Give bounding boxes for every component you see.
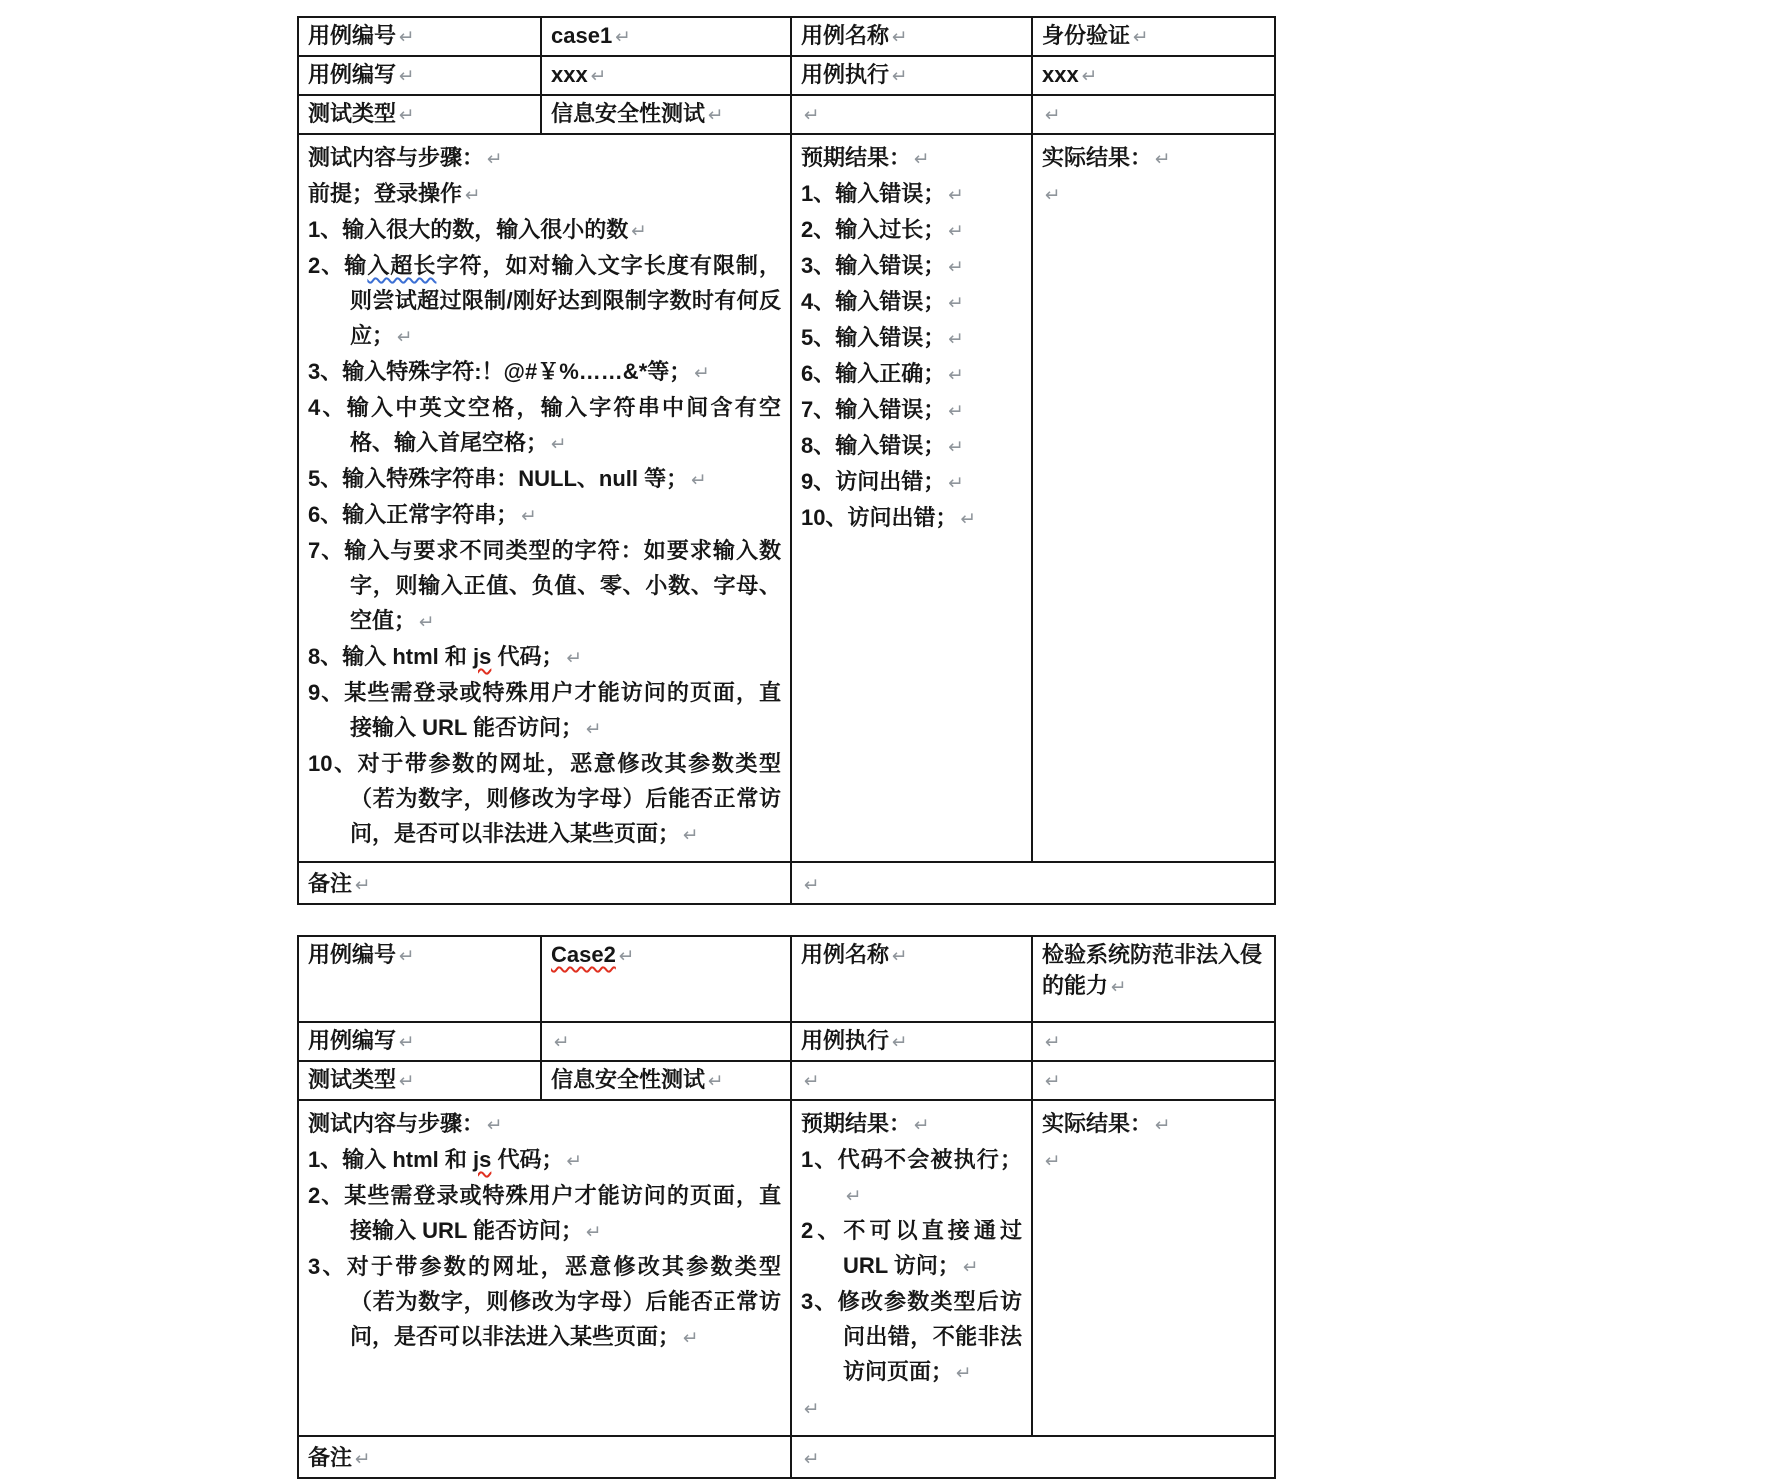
text-segment: 字符，如对输入文字长度有限制，则尝试超过限制/刚好达到限制字数时有何反应； xyxy=(350,253,781,348)
table-row xyxy=(298,1100,1275,1436)
writer-value: xxx xyxy=(551,62,588,87)
writer-label-cell xyxy=(298,1022,541,1061)
case-no-label: 用例编号 xyxy=(308,942,397,967)
paragraph-mark xyxy=(1152,1111,1171,1136)
text-segment: 9、访问出错； xyxy=(801,469,946,494)
paragraph xyxy=(308,248,781,354)
text-segment: 4、输入中英文空格，输入字符串中间含有空格、输入首尾空格； xyxy=(308,395,781,455)
writer-label: 用例编写 xyxy=(308,1028,397,1053)
table-row xyxy=(298,862,1275,904)
paragraph-mark xyxy=(705,1067,724,1092)
paragraph xyxy=(1042,176,1265,212)
test-type-label: 测试类型 xyxy=(308,101,397,126)
paragraph-mark xyxy=(583,1218,602,1243)
actual-results-cell xyxy=(1032,1100,1275,1436)
executor-value-cell xyxy=(1032,1022,1275,1061)
text-segment: 预期结果： xyxy=(801,145,912,170)
executor-label: 用例执行 xyxy=(801,62,890,87)
paragraph xyxy=(308,533,781,639)
test-type-value: 信息安全性测试 xyxy=(551,101,706,126)
paragraph-mark xyxy=(960,1253,979,1278)
case-name-value-cell xyxy=(1032,936,1275,1022)
text-segment: 代码； xyxy=(491,1147,564,1172)
paragraph-mark xyxy=(484,1111,503,1136)
paragraph xyxy=(308,140,781,176)
case-no-value: case1 xyxy=(551,23,613,48)
note-label: 备注 xyxy=(308,871,353,896)
writer-label-cell xyxy=(298,56,541,95)
paragraph xyxy=(801,428,1022,464)
paragraph-mark xyxy=(396,942,415,967)
text-segment: 3、输入错误； xyxy=(801,253,946,278)
document-body xyxy=(297,16,1274,1479)
paragraph xyxy=(801,284,1022,320)
paragraph xyxy=(801,356,1022,392)
text-segment: 10、访问出错； xyxy=(801,505,958,530)
text-segment: 1、代码不会被执行； xyxy=(801,1147,1022,1172)
paragraph-mark xyxy=(1108,973,1127,998)
paragraph-mark xyxy=(945,181,964,206)
test-type-value-cell xyxy=(541,95,791,134)
steps-cell xyxy=(298,134,791,862)
paragraph xyxy=(1042,140,1265,176)
paragraph xyxy=(308,212,781,248)
paragraph-mark xyxy=(945,433,964,458)
case-name-label: 用例名称 xyxy=(801,23,890,48)
empty-cell xyxy=(1032,1061,1275,1100)
paragraph xyxy=(308,1178,781,1249)
paragraph xyxy=(801,1390,1022,1426)
paragraph xyxy=(801,1106,1022,1142)
table-row xyxy=(298,17,1275,56)
paragraph-mark xyxy=(680,1324,699,1349)
text-segment: js xyxy=(473,1147,492,1172)
paragraph-mark xyxy=(688,466,707,491)
paragraph-mark xyxy=(1042,1067,1061,1092)
paragraph-mark xyxy=(843,1182,862,1207)
paragraph xyxy=(308,497,781,533)
executor-value-cell xyxy=(1032,56,1275,95)
paragraph-mark xyxy=(953,1359,972,1384)
paragraph-mark xyxy=(911,145,930,170)
text-segment: 4、输入错误； xyxy=(801,289,946,314)
text-segment: 3、对于带参数的网址，恶意修改其参数类型（若为数字，则修改为字母）后能否正常访问，是否可以非法进入某些页面； xyxy=(308,1254,781,1349)
paragraph-mark xyxy=(588,62,607,87)
paragraph-mark xyxy=(564,644,583,669)
paragraph-mark xyxy=(705,101,724,126)
paragraph-mark xyxy=(889,23,908,48)
writer-value-cell xyxy=(541,1022,791,1061)
case-name-label: 用例名称 xyxy=(801,942,890,967)
paragraph xyxy=(801,464,1022,500)
paragraph xyxy=(801,1213,1022,1284)
case-no-value-cell xyxy=(541,936,791,1022)
table-row xyxy=(298,1022,1275,1061)
steps-cell xyxy=(298,1100,791,1436)
paragraph-mark xyxy=(1042,1028,1061,1053)
case-name-value: 身份验证 xyxy=(1042,23,1131,48)
case-no-label-cell xyxy=(298,936,541,1022)
paragraph-mark xyxy=(628,217,647,242)
paragraph-mark xyxy=(945,469,964,494)
table-row xyxy=(298,936,1275,1022)
paragraph xyxy=(308,354,781,390)
case-no-value-cell xyxy=(541,17,791,56)
paragraph xyxy=(801,176,1022,212)
text-segment: 9、某些需登录或特殊用户才能访问的页面，直接输入 URL 能否访问； xyxy=(308,680,781,740)
executor-label-cell xyxy=(791,1022,1032,1061)
text-segment: 实际结果： xyxy=(1042,1111,1153,1136)
test-case-table-1 xyxy=(297,16,1276,905)
paragraph-mark xyxy=(1042,181,1061,206)
paragraph-mark xyxy=(518,502,537,527)
paragraph xyxy=(801,248,1022,284)
text-segment: 2、输 xyxy=(308,253,368,278)
paragraph-mark xyxy=(801,871,820,896)
paragraph xyxy=(1042,1142,1265,1178)
text-segment: 7、输入错误； xyxy=(801,397,946,422)
paragraph-mark xyxy=(396,101,415,126)
text-segment: 前提；登录操作 xyxy=(308,181,463,206)
text-segment: 入超长 xyxy=(367,253,437,278)
paragraph-mark xyxy=(680,821,699,846)
text-segment: 预期结果： xyxy=(801,1111,912,1136)
paragraph xyxy=(308,1142,781,1178)
paragraph-mark xyxy=(691,359,710,384)
text-segment: 2、不可以直接通过 URL 访问； xyxy=(801,1218,1022,1278)
paragraph xyxy=(308,639,781,675)
paragraph-mark xyxy=(1042,101,1061,126)
paragraph-mark xyxy=(551,1028,570,1053)
paragraph xyxy=(801,320,1022,356)
expected-results-cell xyxy=(791,1100,1032,1436)
empty-cell xyxy=(1032,95,1275,134)
test-type-value-cell xyxy=(541,1061,791,1100)
paragraph-mark xyxy=(945,325,964,350)
paragraph xyxy=(801,500,1022,536)
paragraph-mark xyxy=(396,23,415,48)
case-name-label-cell xyxy=(791,17,1032,56)
text-segment: 3、输入特殊字符:！@#￥%……&*等； xyxy=(308,359,692,384)
paragraph xyxy=(308,390,781,461)
note-label: 备注 xyxy=(308,1445,353,1470)
paragraph-mark xyxy=(396,1067,415,1092)
executor-label-cell xyxy=(791,56,1032,95)
paragraph-mark xyxy=(396,62,415,87)
paragraph-mark xyxy=(1042,1147,1061,1172)
paragraph-mark xyxy=(945,217,964,242)
table-row xyxy=(298,1061,1275,1100)
text-segment: 7、输入与要求不同类型的字符：如要求输入数字，则输入正值、负值、零、小数、字母、空值； xyxy=(308,538,781,633)
text-segment: 1、输入很大的数，输入很小的数 xyxy=(308,217,629,242)
paragraph xyxy=(801,1142,1022,1213)
paragraph-mark xyxy=(889,62,908,87)
case-name-label-cell xyxy=(791,936,1032,1022)
executor-label: 用例执行 xyxy=(801,1028,890,1053)
table-row xyxy=(298,95,1275,134)
executor-value: xxx xyxy=(1042,62,1079,87)
paragraph-mark xyxy=(889,1028,908,1053)
table-row xyxy=(298,56,1275,95)
paragraph-mark xyxy=(801,1067,820,1092)
paragraph-mark xyxy=(945,289,964,314)
text-segment: 测试内容与步骤： xyxy=(308,145,485,170)
test-type-label-cell xyxy=(298,95,541,134)
text-segment: 5、输入错误； xyxy=(801,325,946,350)
table-row xyxy=(298,134,1275,862)
text-segment: 6、输入正常字符串； xyxy=(308,502,519,527)
empty-cell xyxy=(791,95,1032,134)
text-segment: js xyxy=(473,644,492,669)
text-segment: 测试内容与步骤： xyxy=(308,1111,485,1136)
paragraph-mark xyxy=(548,430,567,455)
paragraph xyxy=(801,212,1022,248)
paragraph-mark xyxy=(957,505,976,530)
paragraph-mark xyxy=(801,1445,820,1470)
text-segment: 8、输入错误； xyxy=(801,433,946,458)
paragraph-mark xyxy=(484,145,503,170)
paragraph xyxy=(308,176,781,212)
paragraph-mark xyxy=(945,253,964,278)
paragraph-mark xyxy=(801,1395,820,1420)
paragraph-mark xyxy=(945,361,964,386)
paragraph xyxy=(308,461,781,497)
case-no-value: Case2 xyxy=(551,942,616,967)
case-no-label-cell xyxy=(298,17,541,56)
case-no-label: 用例编号 xyxy=(308,23,397,48)
expected-results-cell xyxy=(791,134,1032,862)
text-segment: 3、修改参数类型后访问出错，不能非法访问页面； xyxy=(801,1289,1022,1384)
paragraph-mark xyxy=(583,715,602,740)
text-segment: 10、对于带参数的网址，恶意修改其参数类型（若为数字，则修改为字母）后能否正常访问，是否可以非法进入某些页面； xyxy=(308,751,781,846)
paragraph-mark xyxy=(911,1111,930,1136)
paragraph-mark xyxy=(1130,23,1149,48)
note-value-cell xyxy=(791,862,1275,904)
paragraph-mark xyxy=(1152,145,1171,170)
text-segment: 8、输入 html 和 xyxy=(308,644,474,669)
case-name-value-cell xyxy=(1032,17,1275,56)
paragraph-mark xyxy=(396,1028,415,1053)
paragraph-mark xyxy=(462,181,481,206)
paragraph xyxy=(308,746,781,852)
paragraph-mark xyxy=(616,942,635,967)
text-segment: 代码； xyxy=(491,644,564,669)
paragraph xyxy=(1042,1106,1265,1142)
paragraph-mark xyxy=(352,871,371,896)
note-value-cell xyxy=(791,1436,1275,1478)
note-label-cell xyxy=(298,862,791,904)
text-segment: 2、输入过长； xyxy=(801,217,946,242)
paragraph-mark xyxy=(945,397,964,422)
text-segment: 1、输入 html 和 xyxy=(308,1147,474,1172)
paragraph xyxy=(308,675,781,746)
paragraph-mark xyxy=(564,1147,583,1172)
paragraph-mark xyxy=(416,608,435,633)
writer-label: 用例编写 xyxy=(308,62,397,87)
test-type-label: 测试类型 xyxy=(308,1067,397,1092)
paragraph xyxy=(801,1284,1022,1390)
paragraph xyxy=(801,392,1022,428)
text-segment: 实际结果： xyxy=(1042,145,1153,170)
paragraph-mark xyxy=(612,23,631,48)
paragraph xyxy=(801,140,1022,176)
actual-results-cell xyxy=(1032,134,1275,862)
note-label-cell xyxy=(298,1436,791,1478)
writer-value-cell xyxy=(541,56,791,95)
paragraph-mark xyxy=(394,323,413,348)
test-type-value: 信息安全性测试 xyxy=(551,1067,706,1092)
text-segment: 1、输入错误； xyxy=(801,181,946,206)
test-case-table-2 xyxy=(297,935,1276,1479)
paragraph-mark xyxy=(1079,62,1098,87)
paragraph-mark xyxy=(801,101,820,126)
text-segment: 6、输入正确； xyxy=(801,361,946,386)
case-name-value: 检验系统防范非法入侵的能力 xyxy=(1042,942,1263,998)
paragraph xyxy=(308,1249,781,1355)
table-row xyxy=(298,1436,1275,1478)
test-type-label-cell xyxy=(298,1061,541,1100)
text-segment: 5、输入特殊字符串：NULL、null 等； xyxy=(308,466,689,491)
text-segment: 2、某些需登录或特殊用户才能访问的页面，直接输入 URL 能否访问； xyxy=(308,1183,781,1243)
paragraph xyxy=(308,1106,781,1142)
empty-cell xyxy=(791,1061,1032,1100)
paragraph-mark xyxy=(889,942,908,967)
paragraph-mark xyxy=(352,1445,371,1470)
